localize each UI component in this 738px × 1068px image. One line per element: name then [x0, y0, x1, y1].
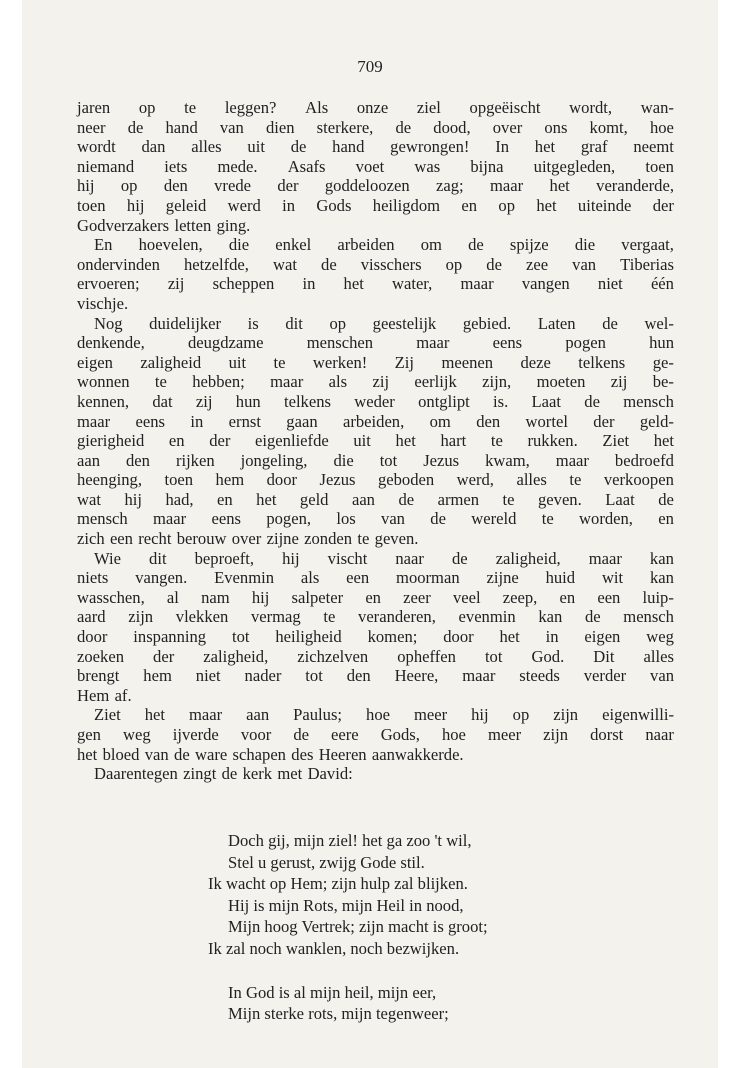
paragraph: [77, 764, 674, 784]
text-line: denkende, deugdzame menschen maar eens pogen hun: [77, 333, 674, 353]
poem-stanza: [22, 830, 718, 960]
poem-line: Ik wacht op Hem; zijn hulp zal blijken.: [208, 874, 468, 894]
text-line: wat hij had, en het geld aan de armen te geven. Laat de: [77, 489, 674, 509]
text-line: gen weg ijverde voor de eere Gods, hoe meer zijn dorst naar: [77, 725, 674, 744]
body-text: [77, 98, 674, 784]
text-line: niemand iets mede. Asafs voet was bijna uitgegleden, toen: [77, 156, 674, 176]
text-line: Nog duidelijker is dit op geestelijk gebied. Laten de wel-: [94, 313, 674, 333]
text-line: En hoevelen, die enkel arbeiden om de spijze die vergaat,: [94, 235, 674, 255]
poem-line: Mijn sterke rots, mijn tegenweer;: [228, 1004, 449, 1024]
text-line: zich een recht berouw over zijne zonden te geven.: [77, 529, 419, 549]
text-line: zoeken der zaligheid, zichzelven opheffen tot God. Dit alles: [77, 646, 674, 666]
text-line: wonnen te hebben; maar als zij eerlijk zijn, moeten zij be-: [77, 372, 674, 392]
text-line: Godverzakers letten ging.: [77, 215, 251, 235]
page-number: 709: [357, 57, 383, 76]
poem-line: Stel u gerust, zwijg Gode stil.: [228, 852, 425, 872]
text-line: kennen, dat zij hun telkens weder ontglipt is. Laat de mensch: [77, 391, 674, 411]
text-line: eigen zaligheid uit te werken! Zij meenen deze telkens ge-: [77, 352, 674, 372]
paragraph: [77, 235, 674, 313]
paragraph: [77, 705, 674, 764]
text-line: heenging, toen hem door Jezus geboden werd, alles te verkoopen: [77, 470, 674, 490]
poem-line: Doch gij, mijn ziel! het ga zoo 't wil,: [228, 831, 472, 850]
psalm-poem: [22, 830, 718, 1025]
text-line: Daarentegen zingt de kerk met David:: [94, 764, 353, 784]
text-line: toen hij geleid werd in Gods heiligdom en op het uiteinde der: [77, 195, 674, 215]
text-line: wasschen, al nam hij salpeter en zeer veel zeep, en een luip-: [77, 587, 674, 607]
paragraph: [77, 98, 674, 235]
text-line: vischje.: [77, 293, 129, 313]
text-line: mensch maar eens pogen, los van de wereld te worden, en: [77, 509, 674, 529]
text-line: Ziet het maar aan Paulus; hoe meer hij op zijn eigenwilli-: [94, 705, 674, 725]
text-line: neer de hand van dien sterkere, de dood, over ons komt, hoe: [77, 117, 674, 137]
text-line: ondervinden hetzelfde, wat de visschers op de zee van Tiberias: [77, 254, 674, 274]
poem-line: In God is al mijn heil, mijn eer,: [228, 982, 437, 1002]
text-line: aard zijn vlekken vermag te veranderen, evenmin kan de mensch: [77, 607, 674, 627]
text-line: jaren op te leggen? Als onze ziel opgeëischt wordt, wan-: [77, 98, 674, 117]
book-page: [22, 0, 718, 1068]
text-line: niets vangen. Evenmin als een moorman zijne huid wit kan: [77, 568, 674, 588]
text-line: ervoeren; zij scheppen in het water, maar vangen niet één: [77, 274, 674, 294]
text-line: aan den rijken jongeling, die tot Jezus kwam, maar bedroefd: [77, 450, 674, 470]
paragraph: [77, 549, 674, 706]
text-line: Wie dit beproeft, hij vischt naar de zaligheid, maar kan: [94, 548, 674, 568]
text-line: Hem af.: [77, 685, 132, 705]
text-line: wordt dan alles uit de hand gewrongen! In het graf neemt: [77, 137, 674, 157]
text-line: hij op den vrede der goddeloozen zag; maar het veranderde,: [77, 176, 674, 196]
text-line: door inspanning tot heiligheid komen; door het in eigen weg: [77, 627, 674, 647]
text-line: maar eens in ernst gaan arbeiden, om den wortel der geld-: [77, 411, 674, 431]
paragraph: [77, 314, 674, 549]
poem-line: Ik zal noch wanklen, noch bezwijken.: [208, 938, 460, 958]
text-line: gierigheid en der eigenliefde uit het hart te rukken. Ziet het: [77, 431, 674, 451]
poem-stanza: [22, 982, 718, 1025]
poem-line: Hij is mijn Rots, mijn Heil in nood,: [228, 895, 464, 915]
text-line: brengt hem niet nader tot den Heere, maar steeds verder van: [77, 666, 674, 686]
text-line: het bloed van de ware schapen des Heeren aanwakkerde.: [77, 744, 464, 764]
poem-line: Mijn hoog Vertrek; zijn macht is groot;: [228, 917, 488, 937]
